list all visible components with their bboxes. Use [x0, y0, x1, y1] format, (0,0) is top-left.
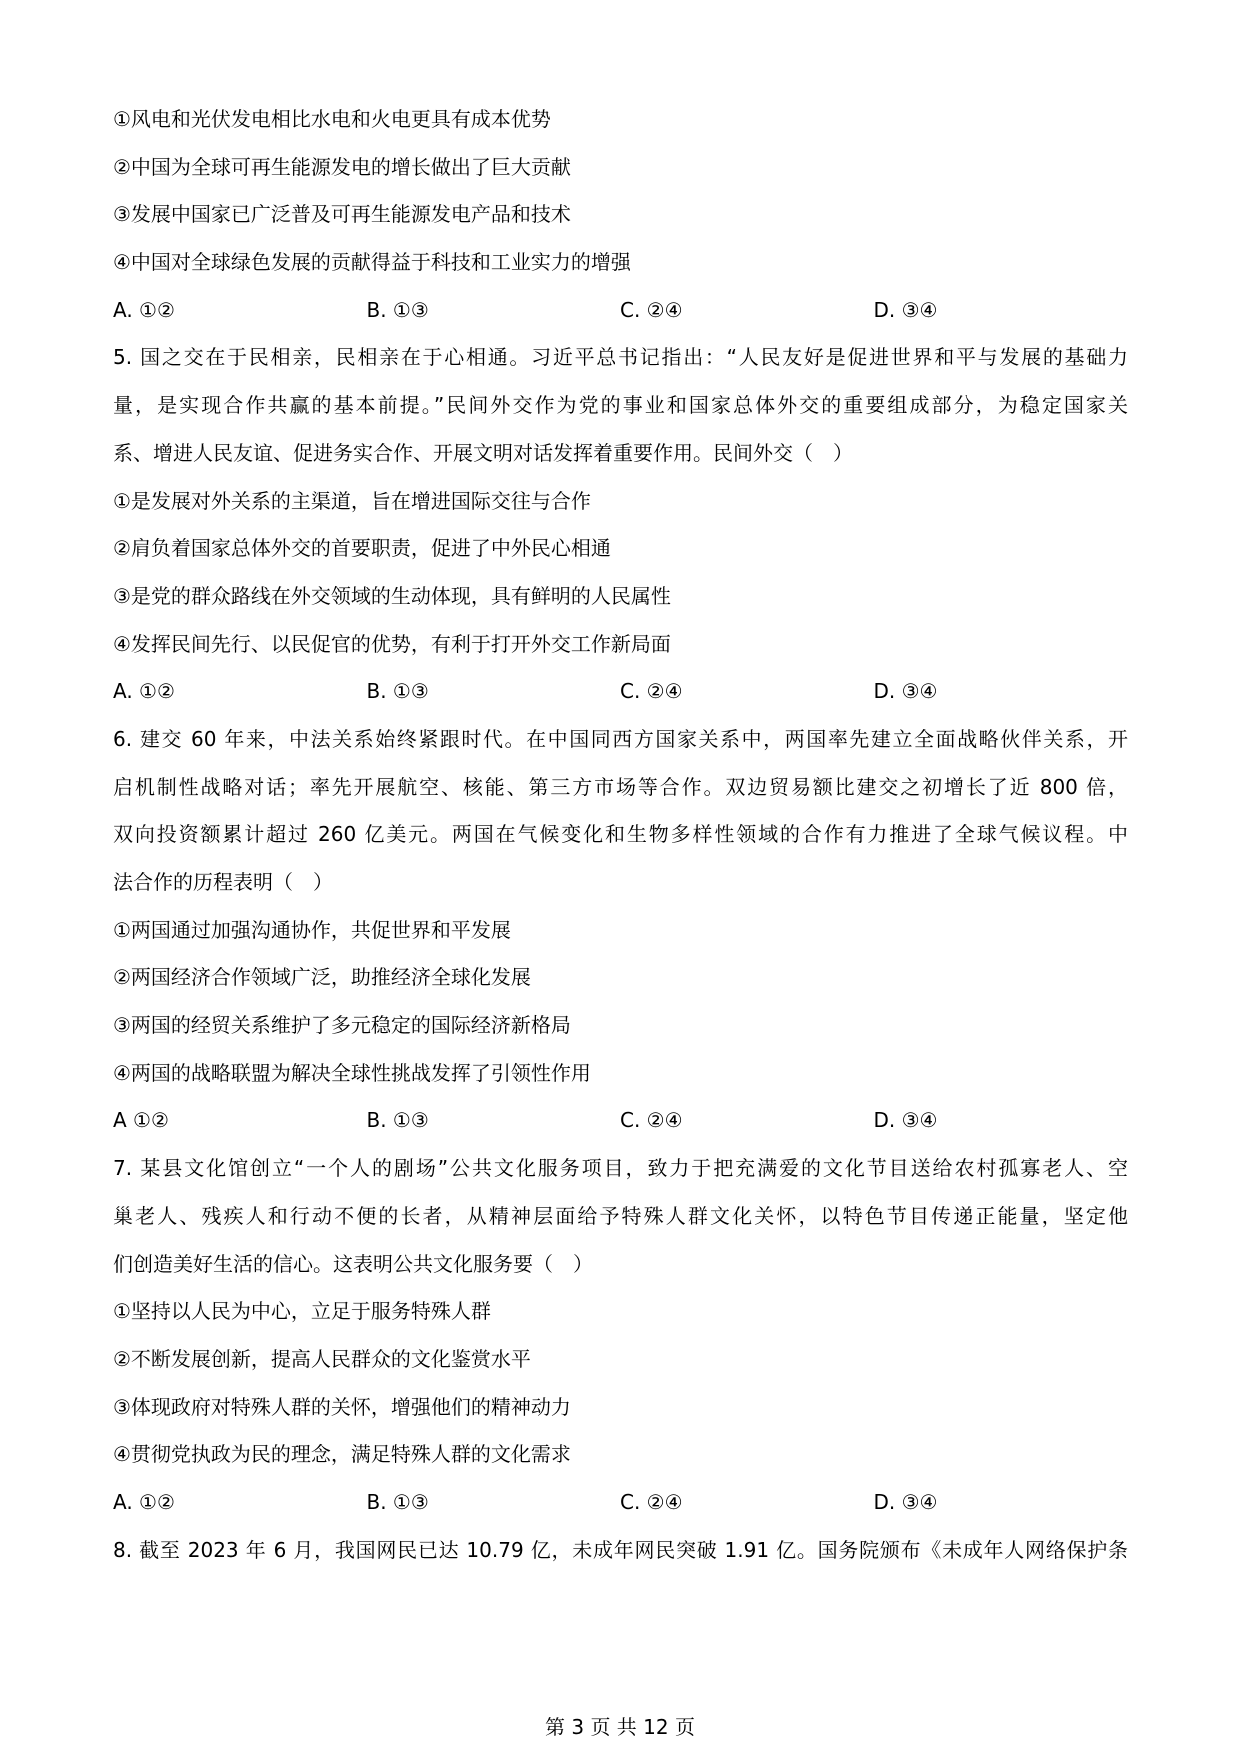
q6-stem-line-2: 启机制性战略对话；率先开展航空、核能、第三方市场等合作。双边贸易额比建交之初增长了近 800 倍， — [113, 774, 1128, 799]
q4-option-d: D. ③④ — [873, 297, 938, 322]
question-4 — [113, 96, 1128, 334]
q7-stem-line-1: 7. 某县文化馆创立“一个人的剧场”公共文化服务项目，致力于把充满爱的文化节目送给农村孤寡老人、空 — [113, 1156, 1128, 1181]
q5-statement-1: ①是发展对外关系的主渠道，旨在增进国际交往与合作 — [113, 488, 591, 513]
page-content — [113, 96, 1128, 1574]
q5-options — [113, 668, 1128, 716]
page-footer: 第 3 页 共 12 页 — [545, 1715, 695, 1739]
question-6 — [113, 716, 1128, 1145]
q5-option-b: B. ①③ — [366, 679, 429, 704]
q5-stem-line-2: 量，是实现合作共赢的基本前提。”民间外交作为党的事业和国家总体外交的重要组成部分，为稳定国家关 — [113, 393, 1128, 418]
q4-statement-2: ②中国为全球可再生能源发电的增长做出了巨大贡献 — [113, 154, 571, 179]
q5-option-d: D. ③④ — [873, 679, 938, 704]
q6-statement-4: ④两国的战略联盟为解决全球性挑战发挥了引领性作用 — [113, 1060, 591, 1085]
q5-statement-4: ④发挥民间先行、以民促官的优势，有利于打开外交工作新局面 — [113, 631, 671, 656]
q8-stem-line-1: 8. 截至 2023 年 6 月，我国网民已达 10.79 亿，未成年网民突破 1.91 亿。国务院颁布《未成年人网络保护条 — [113, 1537, 1128, 1562]
question-7 — [113, 1145, 1128, 1527]
q6-statement-2: ②两国经济合作领域广泛，助推经济全球化发展 — [113, 965, 531, 990]
q6-option-c: C. ②④ — [620, 1108, 683, 1133]
q6-option-d: D. ③④ — [873, 1108, 938, 1133]
q4-statement-1: ①风电和光伏发电相比水电和火电更具有成本优势 — [113, 107, 551, 131]
q4-statement-4: ④中国对全球绿色发展的贡献得益于科技和工业实力的增强 — [113, 250, 631, 275]
q6-stem-line-4: 法合作的历程表明（ ） — [113, 870, 333, 894]
q6-option-a: A ①② — [113, 1108, 169, 1133]
q5-statement-3: ③是党的群众路线在外交领域的生动体现，具有鲜明的人民属性 — [113, 583, 671, 608]
question-8 — [113, 1527, 1128, 1575]
q7-statement-4: ④贯彻党执政为民的理念，满足特殊人群的文化需求 — [113, 1442, 571, 1467]
q7-statement-2: ②不断发展创新，提高人民群众的文化鉴赏水平 — [113, 1346, 531, 1371]
q7-option-d: D. ③④ — [873, 1489, 938, 1514]
q7-option-a: A. ①② — [113, 1489, 175, 1514]
q4-option-a: A. ①② — [113, 297, 175, 322]
q6-stem-line-3: 双向投资额累计超过 260 亿美元。两国在气候变化和生物多样性领域的合作有力推进了全球气候议程。中 — [113, 822, 1128, 847]
q4-options — [113, 287, 1128, 335]
q5-option-c: C. ②④ — [620, 679, 683, 704]
q7-option-c: C. ②④ — [620, 1489, 683, 1514]
q6-option-b: B. ①③ — [366, 1108, 429, 1133]
q4-option-c: C. ②④ — [620, 297, 683, 322]
q6-stem-line-1: 6. 建交 60 年来，中法关系始终紧跟时代。在中国同西方国家关系中，两国率先建立全面战略伙伴关系，开 — [113, 726, 1128, 751]
q5-stem-line-3: 系、增进人民友谊、促进务实合作、开展文明对话发挥着重要作用。民间外交（ ） — [113, 440, 853, 465]
question-5 — [113, 334, 1128, 716]
q7-options — [113, 1479, 1128, 1527]
q7-stem-line-2: 巢老人、残疾人和行动不便的长者，从精神层面给予特殊人群文化关怀，以特色节目传递正能量，坚定他 — [113, 1203, 1128, 1228]
q5-stem-line-1: 5. 国之交在于民相亲，民相亲在于心相通。习近平总书记指出：“人民友好是促进世界和平与发展的基础力 — [113, 345, 1128, 370]
q6-options — [113, 1097, 1128, 1145]
q4-option-b: B. ①③ — [366, 297, 429, 322]
q6-statement-3: ③两国的经贸关系维护了多元稳定的国际经济新格局 — [113, 1013, 571, 1038]
q6-statement-1: ①两国通过加强沟通协作，共促世界和平发展 — [113, 917, 511, 942]
q7-statement-3: ③体现政府对特殊人群的关怀，增强他们的精神动力 — [113, 1394, 571, 1419]
q5-option-a: A. ①② — [113, 679, 175, 704]
q4-statement-3: ③发展中国家已广泛普及可再生能源发电产品和技术 — [113, 202, 571, 227]
q7-statement-1: ①坚持以人民为中心，立足于服务特殊人群 — [113, 1299, 491, 1324]
q7-stem-line-3: 们创造美好生活的信心。这表明公共文化服务要（ ） — [113, 1251, 593, 1276]
q7-option-b: B. ①③ — [366, 1489, 429, 1514]
q5-statement-2: ②肩负着国家总体外交的首要职责，促进了中外民心相通 — [113, 536, 611, 561]
